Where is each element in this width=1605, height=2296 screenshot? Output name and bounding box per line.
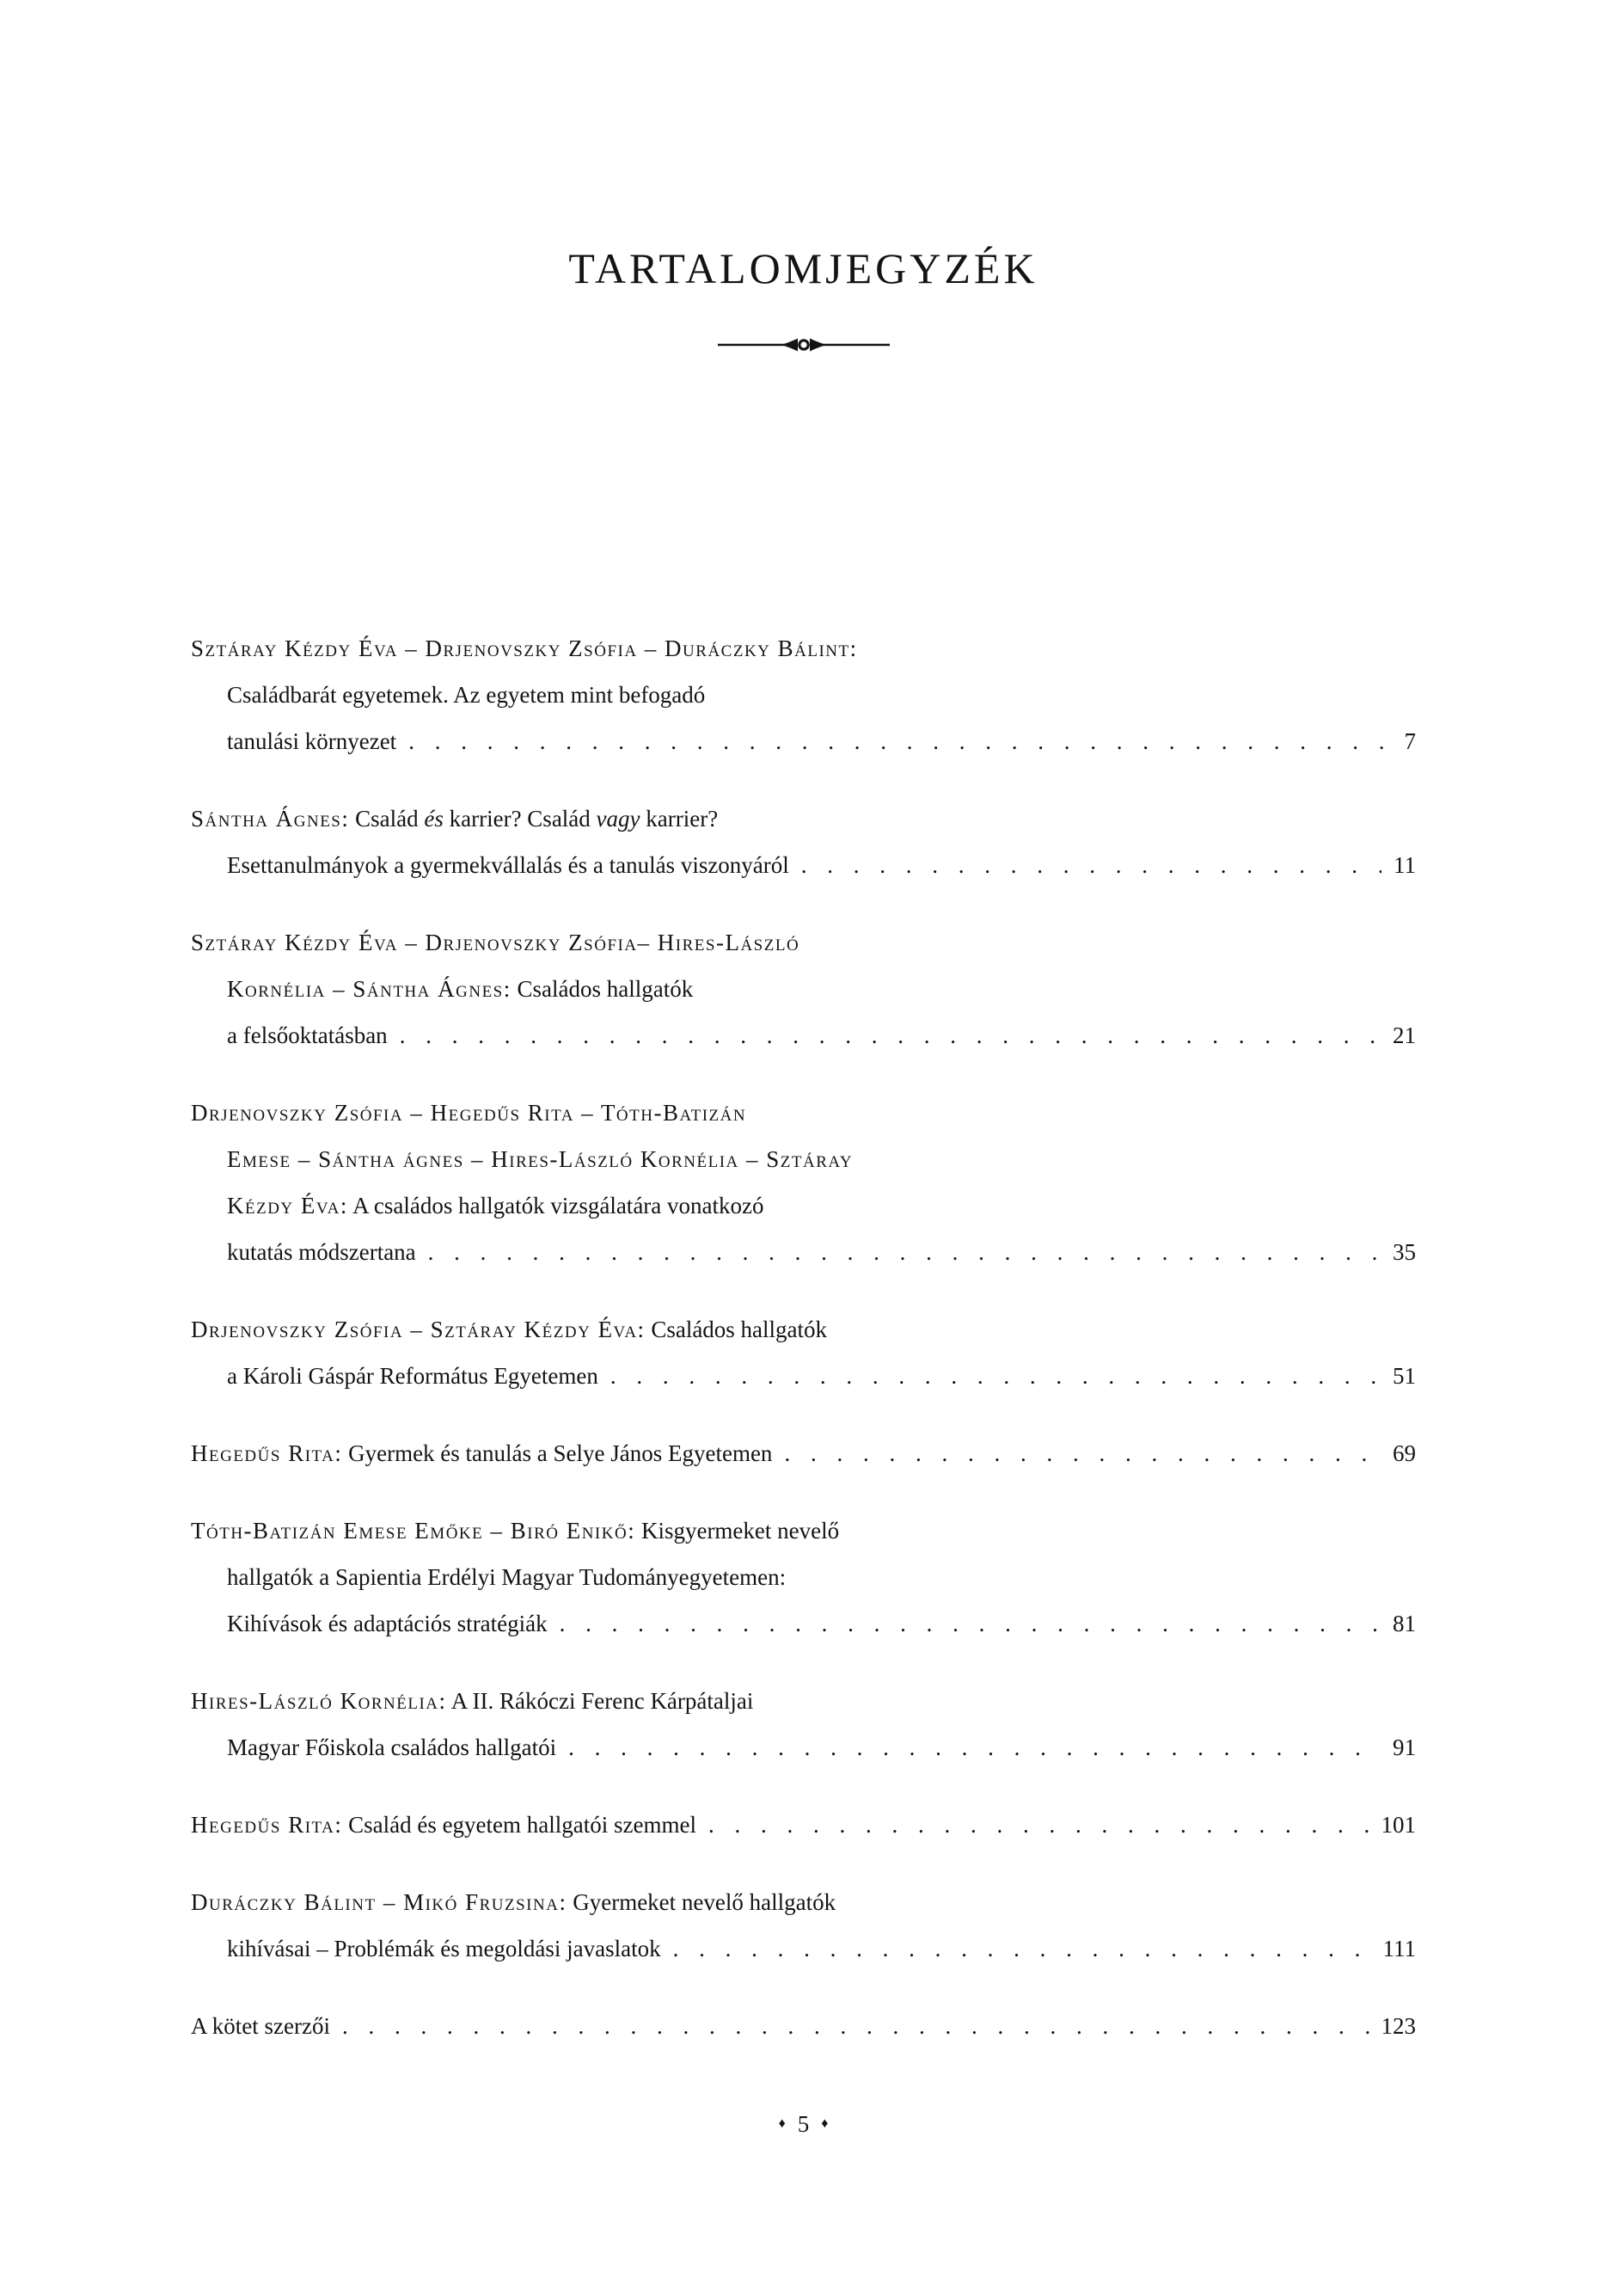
title-text-italic: és <box>424 806 444 832</box>
toc-entry <box>191 1879 1416 1972</box>
toc-line-text <box>191 1889 836 1915</box>
toc-line-text <box>191 2003 330 2049</box>
toc-line <box>191 1229 1416 1275</box>
page-number: 35 <box>1393 1239 1416 1265</box>
author-names: Drjenovszky Zsófia – Sztáray Kézdy Éva: <box>191 1317 646 1342</box>
author-names: Hegedűs Rita: <box>191 1440 343 1466</box>
toc-line <box>191 919 1416 966</box>
title-text: Gyermek és tanulás a Selye János Egyetemen <box>342 1440 773 1466</box>
toc-line-text <box>227 1229 416 1275</box>
toc-line <box>191 842 1416 888</box>
title-text: Kisgyermeket nevelő <box>635 1518 840 1544</box>
author-names: Tóth-Batizán Emese Emőke – Biró Enikő: <box>191 1518 636 1544</box>
page-number: 69 <box>1393 1440 1416 1466</box>
dot-leader <box>560 1600 1381 1647</box>
title-text: Család és egyetem hallgatói szemmel <box>342 1812 696 1838</box>
title-text: karrier? Család <box>443 806 597 832</box>
dot-leader <box>801 842 1381 888</box>
toc-entry <box>191 1507 1416 1647</box>
title-text: Családos hallgatók <box>511 976 694 1002</box>
toc-line-text <box>191 1317 827 1342</box>
dot-leader <box>708 1802 1369 1848</box>
toc-line-text <box>191 1100 746 1126</box>
page-number: 111 <box>1382 1936 1416 1961</box>
toc-line-text <box>191 930 799 955</box>
title-text: Családbarát egyetemek. Az egyetem mint befogadó <box>227 682 706 708</box>
toc-line-text <box>227 976 693 1002</box>
author-names: Sztáray Kézdy Éva – Drjenovszky Zsófia – Duráczky Bálint: <box>191 635 858 661</box>
page-number: 51 <box>1393 1363 1416 1389</box>
toc-line <box>191 625 1416 672</box>
dot-leader <box>568 1724 1381 1771</box>
title-text: Gyermeket nevelő hallgatók <box>567 1889 836 1915</box>
toc-entry <box>191 625 1416 764</box>
title-text: hallgatók a Sapientia Erdélyi Magyar Tudományegyetemen: <box>227 1564 787 1590</box>
toc-line <box>191 2003 1416 2049</box>
toc-line <box>191 1353 1416 1399</box>
toc-line-text <box>227 1925 661 1972</box>
toc-line-text <box>191 806 718 832</box>
toc-line <box>191 1306 1416 1353</box>
toc-entry <box>191 1306 1416 1399</box>
dot-leader <box>784 1430 1381 1476</box>
divider-ornament <box>191 333 1416 357</box>
page-number: 21 <box>1393 1022 1416 1048</box>
toc-line-text <box>227 1724 556 1771</box>
page-number: 91 <box>1393 1734 1416 1760</box>
page-number: 81 <box>1393 1611 1416 1636</box>
author-names: Sztáray Kézdy Éva – Drjenovszky Zsófia– Hires-László <box>191 930 800 955</box>
author-names: Duráczky Bálint – Mikó Fruzsina: <box>191 1889 567 1915</box>
title-text: Magyar Főiskola családos hallgatói <box>227 1734 557 1760</box>
toc-line <box>191 1090 1416 1136</box>
dot-leader <box>342 2003 1369 2049</box>
toc-line-text <box>227 718 396 764</box>
title-text: kihívásai – Problémák és megoldási javaslatok <box>227 1936 661 1961</box>
title-text: A családos hallgatók vizsgálatára vonatkozó <box>347 1193 764 1219</box>
toc-line <box>191 672 1416 718</box>
toc-line-text <box>191 1430 772 1476</box>
toc-line-text <box>227 1193 764 1219</box>
toc-line-text <box>191 1802 696 1848</box>
toc-line <box>191 1430 1416 1476</box>
author-names: Kornélia – Sántha Ágnes: <box>227 976 512 1002</box>
title-text: Családos hallgatók <box>645 1317 828 1342</box>
toc-line <box>191 1012 1416 1059</box>
title-text: A kötet szerzői <box>191 2013 330 2039</box>
toc-line <box>191 718 1416 764</box>
toc-line <box>191 1554 1416 1600</box>
title-text: Kihívások és adaptációs stratégiák <box>227 1611 548 1636</box>
title-text: Esettanulmányok a gyermekvállalás és a tanulás viszonyáról <box>227 852 789 878</box>
toc-list <box>191 625 1416 2049</box>
title-text: a Károli Gáspár Református Egyetemen <box>227 1363 598 1389</box>
toc-line-text <box>191 635 858 661</box>
toc-line <box>191 1678 1416 1724</box>
toc-line <box>191 1600 1416 1647</box>
page-number: 123 <box>1381 2013 1416 2039</box>
toc-entry <box>191 795 1416 888</box>
title-text: kutatás módszertana <box>227 1239 416 1265</box>
folio-number: 5 <box>797 2111 810 2137</box>
page-number: 7 <box>1404 728 1416 754</box>
dot-leader <box>610 1353 1381 1399</box>
toc-line <box>191 1507 1416 1554</box>
page-number: 101 <box>1381 1812 1416 1838</box>
title-text: A II. Rákóczi Ferenc Kárpátaljai <box>446 1688 754 1714</box>
toc-line-text <box>227 1564 786 1590</box>
author-names: Hires-László Kornélia: <box>191 1688 447 1714</box>
toc-line-text <box>227 1012 388 1059</box>
toc-entry <box>191 1802 1416 1848</box>
toc-line-text <box>227 1600 548 1647</box>
toc-line <box>191 795 1416 842</box>
title-text-italic: vagy <box>596 806 640 832</box>
toc-entry <box>191 919 1416 1059</box>
dot-leader <box>428 1229 1381 1275</box>
toc-line-text <box>227 842 789 888</box>
footer-ornament-right: ♦ <box>821 2116 829 2131</box>
toc-line-text <box>227 1146 853 1172</box>
toc-line-text <box>227 682 705 708</box>
page-title: TARTALOMJEGYZÉK <box>568 244 1038 292</box>
toc-line <box>191 966 1416 1012</box>
author-names: Kézdy Éva: <box>227 1193 348 1219</box>
toc-entry <box>191 1090 1416 1275</box>
toc-line <box>191 1802 1416 1848</box>
author-names: Hegedűs Rita: <box>191 1812 343 1838</box>
toc-line-text <box>191 1688 753 1714</box>
toc-line-text <box>191 1518 839 1544</box>
author-names: Drjenovszky Zsófia – Hegedűs Rita – Tóth-Batizán <box>191 1100 747 1126</box>
toc-line <box>191 1136 1416 1182</box>
toc-entry <box>191 1678 1416 1771</box>
dot-leader <box>408 718 1392 764</box>
dot-leader <box>673 1925 1371 1972</box>
title-text: karrier? <box>640 806 719 832</box>
toc-line <box>191 1879 1416 1925</box>
page-footer <box>191 2101 1416 2152</box>
dot-leader <box>400 1012 1381 1059</box>
toc-line-text <box>227 1353 598 1399</box>
toc-entry <box>191 2003 1416 2049</box>
divider-ornament-icon <box>716 333 891 357</box>
author-names: Sántha Ágnes: <box>191 806 350 832</box>
footer-ornament-left: ♦ <box>778 2116 786 2131</box>
title-text: Család <box>349 806 425 832</box>
toc-line <box>191 1724 1416 1771</box>
toc-line <box>191 1182 1416 1229</box>
toc-line <box>191 1925 1416 1972</box>
title-text: a felsőoktatásban <box>227 1022 388 1048</box>
page-number: 11 <box>1394 852 1416 878</box>
title-text: tanulási környezet <box>227 728 397 754</box>
toc-entry <box>191 1430 1416 1476</box>
author-names: Emese – Sántha ágnes – Hires-László Kornélia – Sztáray <box>227 1146 854 1172</box>
